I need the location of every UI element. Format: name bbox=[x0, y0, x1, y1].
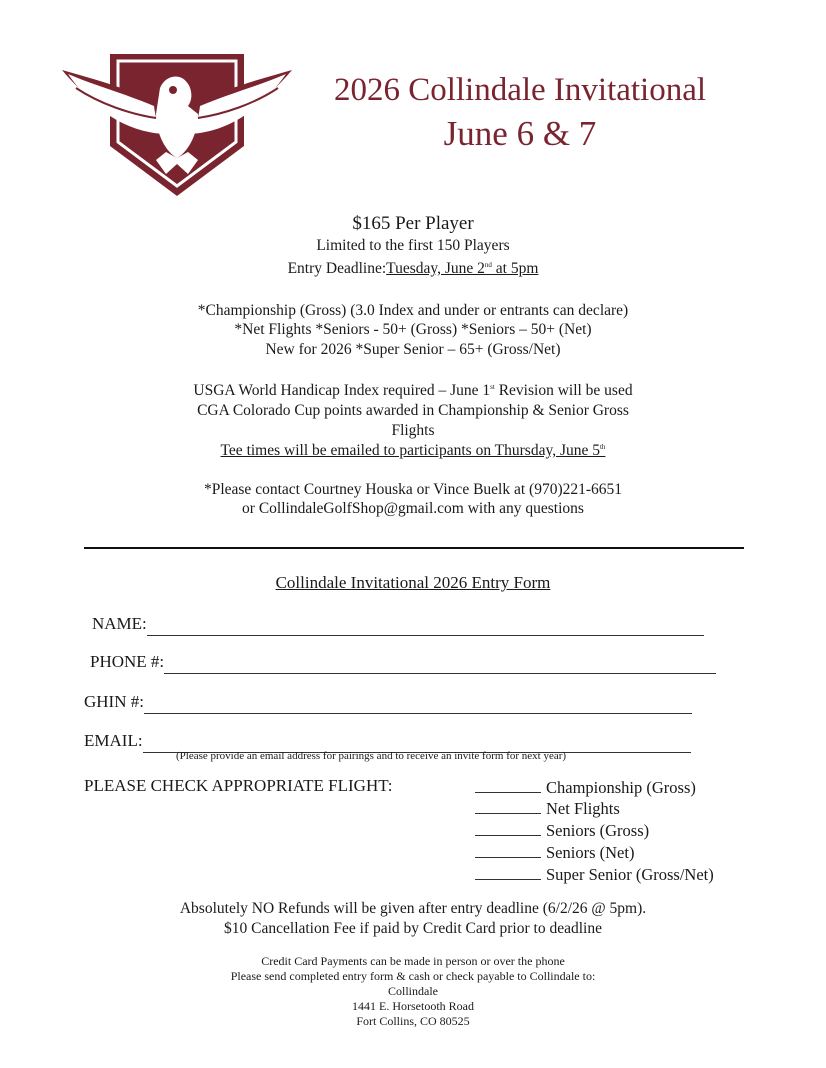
refund-policy: Absolutely NO Refunds will be given after entry deadline (6/2/26 @ 5pm). bbox=[179, 900, 647, 917]
cga-info-2: Flights bbox=[391, 422, 435, 439]
flight-label: Championship (Gross) bbox=[546, 778, 696, 797]
deadline-time: at 5pm bbox=[491, 260, 539, 277]
contact-line-1: *Please contact Courtney Houska or Vince Buelk at (970)221-6651 bbox=[203, 481, 623, 498]
check-blank[interactable] bbox=[475, 799, 541, 814]
flight-label: Seniors (Net) bbox=[546, 843, 635, 862]
address-street: 1441 E. Horsetooth Road bbox=[352, 999, 474, 1013]
price: $165 Per Player bbox=[352, 213, 474, 234]
handicap-text: USGA World Handicap Index required – June 1 bbox=[193, 382, 491, 399]
player-limit: Limited to the first 150 Players bbox=[316, 237, 510, 254]
name-field[interactable] bbox=[92, 612, 704, 636]
deadline-sup: nd bbox=[484, 260, 492, 269]
entry-deadline bbox=[0, 259, 826, 279]
flights-info-3: New for 2026 *Super Senior – 65+ (Gross/Net) bbox=[265, 341, 561, 358]
tee-times-main: Tee times will be emailed to participants on Thursday, June 5 bbox=[220, 442, 600, 459]
flight-label: Net Flights bbox=[546, 799, 620, 818]
flight-option-championship[interactable] bbox=[475, 777, 696, 799]
tee-times-text bbox=[221, 442, 606, 459]
ghin-label: GHIN #: bbox=[84, 692, 144, 711]
ghin-line[interactable] bbox=[144, 695, 692, 714]
payment-info-2: Please send completed entry form & cash or check payable to Collindale to: bbox=[230, 969, 596, 983]
cancellation-fee: $10 Cancellation Fee if paid by Credit Card prior to deadline bbox=[224, 920, 602, 937]
address-city: Fort Collins, CO 80525 bbox=[356, 1014, 470, 1028]
flight-label: Super Senior (Gross/Net) bbox=[546, 865, 714, 884]
handicap-post: Revision will be used bbox=[494, 382, 633, 399]
check-blank[interactable] bbox=[475, 821, 541, 836]
tee-times-info bbox=[0, 441, 826, 461]
email-note: (Please provide an email address for pairings and to receive an invite form for next year) bbox=[176, 750, 567, 762]
flight-check-label: PLEASE CHECK APPROPRIATE FLIGHT: bbox=[84, 776, 393, 795]
contact-line-2: or CollindaleGolfShop@gmail.com with any questions bbox=[242, 500, 584, 517]
flights-info-2: *Net Flights *Seniors - 50+ (Gross) *Seniors – 50+ (Net) bbox=[234, 321, 592, 338]
deadline-date-text: Tuesday, June 2 bbox=[386, 260, 485, 277]
deadline-label: Entry Deadline: bbox=[287, 260, 387, 277]
name-label: NAME: bbox=[92, 614, 147, 633]
name-line[interactable] bbox=[147, 617, 704, 636]
flight-option-super-senior[interactable] bbox=[475, 864, 714, 886]
cga-info-1: CGA Colorado Cup points awarded in Championship & Senior Gross bbox=[197, 402, 629, 419]
eagle-shield-logo-icon bbox=[60, 48, 294, 200]
phone-label: PHONE #: bbox=[90, 652, 165, 671]
flight-option-seniors-net[interactable] bbox=[475, 842, 634, 864]
flights-info-1: *Championship (Gross) (3.0 Index and under or entrants can declare) bbox=[197, 302, 629, 319]
phone-field[interactable] bbox=[90, 650, 716, 674]
deadline-date bbox=[386, 260, 538, 277]
ghin-field[interactable] bbox=[84, 690, 692, 714]
tee-times-sup: th bbox=[599, 442, 606, 451]
payment-info-1: Credit Card Payments can be made in person or over the phone bbox=[261, 954, 565, 968]
handicap-sup: st bbox=[490, 382, 495, 391]
handicap-info bbox=[0, 381, 826, 401]
check-blank[interactable] bbox=[475, 865, 541, 880]
email-label: EMAIL: bbox=[84, 731, 143, 750]
check-blank[interactable] bbox=[475, 843, 541, 858]
form-title: Collindale Invitational 2026 Entry Form bbox=[275, 573, 551, 592]
divider bbox=[84, 547, 744, 549]
check-blank[interactable] bbox=[475, 778, 541, 793]
event-dates: June 6 & 7 bbox=[443, 114, 597, 153]
flight-option-seniors-gross[interactable] bbox=[475, 820, 649, 842]
event-title: 2026 Collindale Invitational bbox=[333, 72, 707, 108]
address-name: Collindale bbox=[388, 984, 438, 998]
phone-line[interactable] bbox=[164, 655, 716, 674]
flight-label: Seniors (Gross) bbox=[546, 821, 650, 840]
flight-option-net[interactable] bbox=[475, 798, 620, 820]
